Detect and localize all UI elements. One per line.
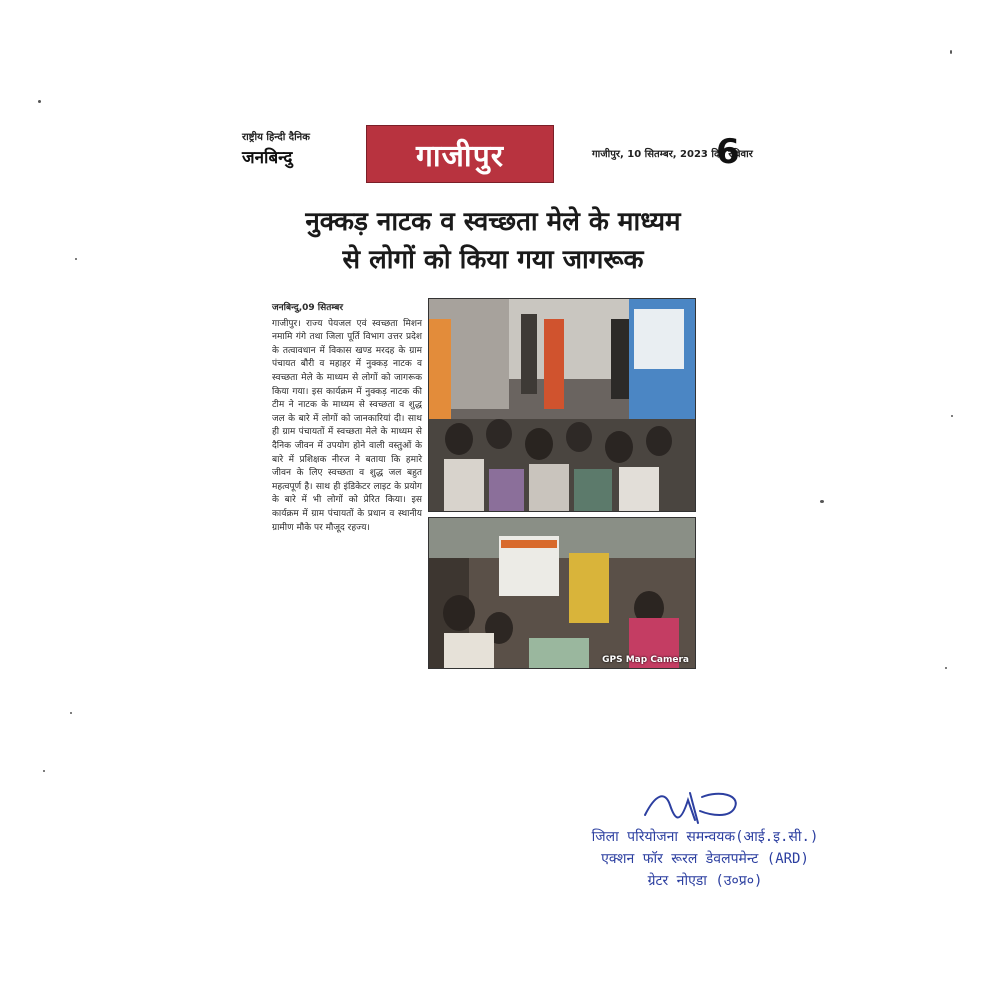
- masthead: [242, 131, 352, 169]
- headline-line-1: नुक्कड़ नाटक व स्वच्छता मेले के माध्यम: [305, 207, 681, 237]
- gps-camera-watermark: GPS Map Camera: [602, 655, 689, 665]
- page-number: 6: [716, 132, 740, 172]
- scan-speck: [950, 50, 952, 54]
- city-banner: [366, 125, 554, 183]
- scan-speck: [951, 415, 953, 417]
- article-body: [272, 302, 422, 535]
- news-photo-fair: [428, 517, 696, 669]
- headline-line-2: से लोगों को किया गया जागरूक: [342, 245, 644, 275]
- article-paragraph: गाजीपुर। राज्य पेयजल एवं स्वच्छता मिशन नमामि गंगे तथा जिला पूर्ति विभाग उत्तर प्रदेश के तत्वावधान में विकास खण्ड मरदह के ग्राम पंचायत बौरी व महाहर में नुक्कड़ नाटक व स्वच्छता मेले के माध्यम से लोगों को जागरूक किया गया। इस कार्यक्रम में नुक्कड़ नाटक की टीम ने नाटक के माध्यम से स्वच्छता व शुद्ध जल के बारे में लोगों को जानकारियां दी। साथ ही ग्राम पंचायतों में स्वच्छता मेले के माध्यम से दैनिक जीवन में उपयोग होने वाली वस्तुओं के बारे में प्रशिक्षक नीरज ने बताया कि हमारे जीवन के लिए स्वच्छता व शुद्ध जल बहुत महत्वपूर्ण है। साथ ही इंडिकेटर लाइट के प्रयोग के बारे में भी लोगों को प्रेरित किया। इस कार्यक्रम में ग्राम पंचायतों के प्रधान व स्थानीय ग्रामीण मौके पर मौजूद रहज्य।: [272, 318, 422, 533]
- paper-tagline: राष्ट्रीय हिन्दी दैनिक: [242, 132, 310, 143]
- photo-meeting-image: [429, 299, 695, 511]
- scan-speck: [43, 770, 45, 772]
- news-photo-meeting: [428, 298, 696, 512]
- stamp-line-location: ग्रेटर नोएडा (उ०प्र०): [647, 873, 763, 889]
- paper-name: जनबिन्दु: [242, 148, 293, 168]
- stamp-line-organization: एक्शन फॉर रूरल डेवलपमेन्ट (ARD): [601, 851, 809, 867]
- scan-speck: [70, 712, 72, 714]
- photo-fair-image: [429, 518, 695, 668]
- scan-speck: [38, 100, 41, 103]
- article-byline: जनबिन्दु,09 सितम्बर: [272, 303, 344, 313]
- headline: [258, 203, 728, 279]
- official-stamp: [585, 826, 825, 892]
- dateline: गाजीपुर, 10 सितम्बर, 2023 दिन रविवार: [592, 149, 753, 160]
- scan-speck: [75, 258, 77, 260]
- stamp-line-designation: जिला परियोजना समन्वयक(आई.इ.सी.): [591, 829, 819, 845]
- signature-scribble: [640, 785, 750, 830]
- scan-speck: [820, 500, 824, 503]
- scan-speck: [945, 667, 947, 669]
- city-name: गाजीपुर: [416, 138, 504, 174]
